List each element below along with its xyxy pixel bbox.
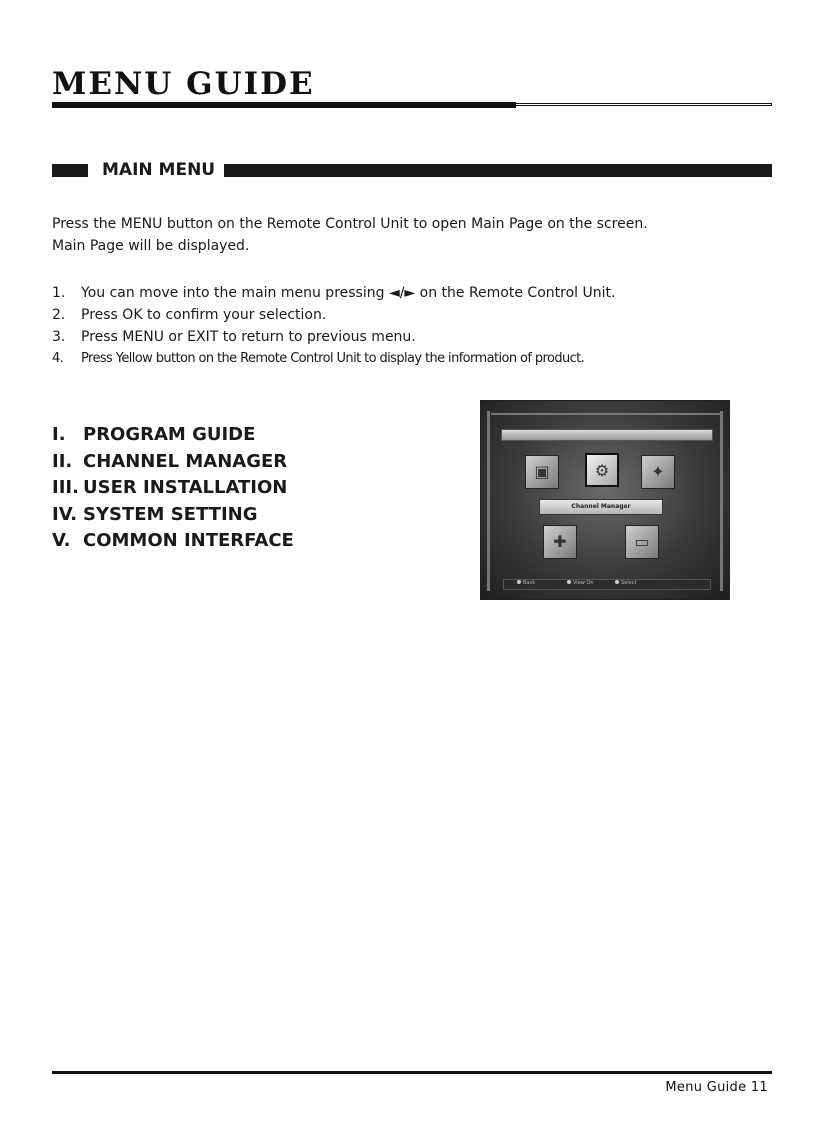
contents-item	[52, 422, 294, 449]
step-text: Press MENU or EXIT to return to previous menu.	[81, 329, 416, 345]
hint-label: Select	[621, 580, 637, 586]
contents-number: IV.	[52, 503, 78, 525]
hint-back	[517, 580, 535, 587]
tv-icon: ▣	[534, 462, 550, 481]
footer-divider	[52, 1071, 772, 1074]
channel-manager-tile	[585, 453, 619, 487]
intro-line-1: Press the MENU button on the Remote Control Unit to open Main Page on the screen.	[52, 216, 648, 232]
intro-line-2: Main Page will be displayed.	[52, 238, 250, 254]
step-number: 4.	[52, 351, 64, 366]
title-divider-thick	[52, 102, 516, 108]
frame-rail	[491, 413, 721, 415]
steps-list	[52, 282, 615, 370]
contents-label: COMMON INTERFACE	[83, 530, 294, 551]
frame-rail	[487, 411, 490, 591]
step-item	[52, 282, 615, 304]
contents-item	[52, 449, 294, 476]
step-number: 2.	[52, 307, 66, 323]
red-button-icon	[517, 580, 521, 584]
contents-number: I.	[52, 424, 66, 445]
title-divider-thin	[516, 103, 772, 106]
page-title: MENU GUIDE	[52, 66, 315, 102]
contents-item	[52, 528, 294, 555]
step-number: 3.	[52, 329, 66, 345]
contents-number: II.	[52, 450, 73, 472]
intro-paragraph	[52, 213, 772, 257]
step-text: Press Yellow button on the Remote Control Unit to display the information of product.	[81, 351, 585, 366]
main-menu-screenshot	[480, 400, 730, 600]
step-item	[52, 326, 615, 348]
contents-item	[52, 475, 294, 502]
frame-rail	[720, 411, 723, 591]
page-number: 11	[750, 1080, 768, 1095]
tools-icon: ✚	[553, 532, 567, 551]
wrench-icon: ⚙	[594, 461, 610, 480]
card-icon: ▭	[634, 532, 650, 551]
step-text: You can move into the main menu pressing ◄/► on the Remote Control Unit.	[81, 285, 616, 301]
hint-label: View On	[573, 580, 594, 586]
common-interface-tile	[625, 525, 659, 559]
contents-item	[52, 502, 294, 529]
step-item	[52, 304, 615, 326]
step-text: Press OK to confirm your selection.	[81, 307, 327, 323]
green-button-icon	[567, 580, 571, 584]
footer-label: Menu Guide	[665, 1080, 747, 1095]
hint-view	[567, 580, 594, 587]
section-bar-left	[52, 164, 88, 177]
section-bar-right	[224, 164, 772, 177]
contents-label: SYSTEM SETTING	[83, 503, 258, 525]
screen-title-bar	[501, 429, 713, 441]
hint-label: Back	[523, 580, 536, 586]
menu-contents-list	[52, 422, 294, 555]
section-title: MAIN MENU	[102, 160, 216, 180]
contents-label: CHANNEL MANAGER	[83, 450, 288, 472]
step-number: 1.	[52, 285, 66, 301]
contents-label: USER INSTALLATION	[83, 477, 288, 498]
program-guide-tile	[525, 455, 559, 489]
step-item	[52, 348, 615, 370]
hint-select	[615, 580, 636, 587]
selected-item-label: Channel Manager	[539, 499, 663, 515]
contents-number: III.	[52, 477, 79, 498]
system-setting-tile	[543, 525, 577, 559]
contents-label: PROGRAM GUIDE	[83, 424, 256, 445]
contents-number: V.	[52, 530, 71, 551]
user-installation-tile	[641, 455, 675, 489]
satellite-icon: ✦	[651, 462, 665, 481]
page-footer	[665, 1080, 768, 1095]
yellow-button-icon	[615, 580, 619, 584]
